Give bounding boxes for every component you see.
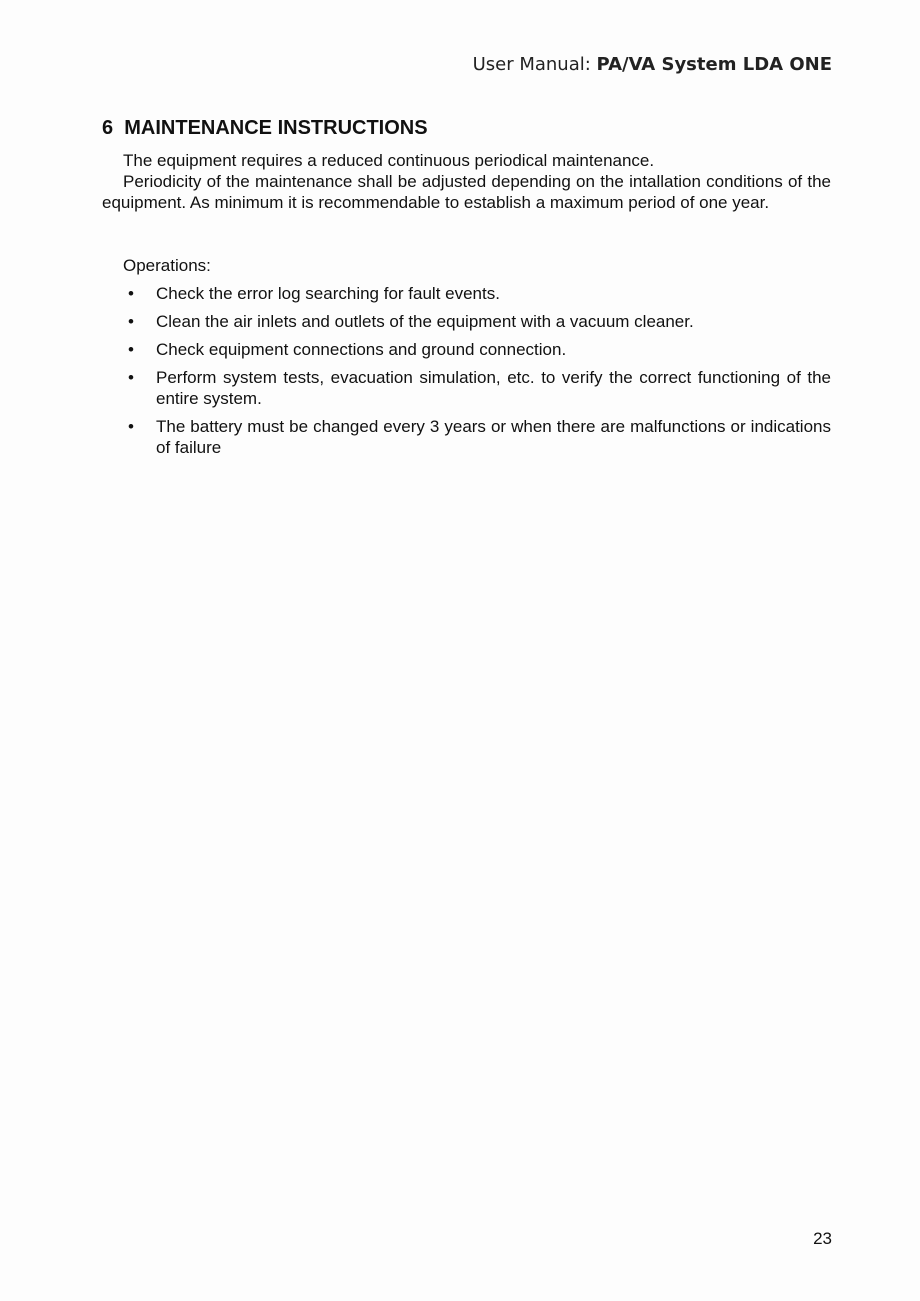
paragraph: The equipment requires a reduced continuous periodical maintenance. <box>123 151 655 170</box>
list-item <box>102 367 831 409</box>
paragraph: Periodicity of the maintenance shall be adjusted depending on the intallation conditions of the equipment. As minimum it is recommendable to establish a maximum period of one year. <box>102 172 831 212</box>
header-prefix: User Manual: <box>472 54 597 75</box>
operations-label: Operations: <box>123 256 211 275</box>
list-item <box>102 283 831 304</box>
bullet: • <box>128 284 134 303</box>
page-number: 23 <box>813 1229 832 1248</box>
list-item-text: Check the error log searching for fault events. <box>156 284 500 303</box>
bullet: • <box>128 340 134 359</box>
list-item-text: Perform system tests, evacuation simulation, etc. to verify the correct functioning of the entire system. <box>156 368 831 408</box>
section-number: 6 <box>102 117 114 139</box>
list-item-text: Clean the air inlets and outlets of the equipment with a vacuum cleaner. <box>156 312 694 331</box>
running-header <box>473 54 832 75</box>
bullet: • <box>128 417 134 436</box>
bullet: • <box>128 312 134 331</box>
section-body <box>102 150 831 465</box>
operations-list <box>102 283 831 458</box>
list-item <box>102 416 831 458</box>
list-item <box>102 311 831 332</box>
header-title: PA/VA System LDA ONE <box>596 54 832 75</box>
list-item-text: Check equipment connections and ground connection. <box>156 340 567 359</box>
list-item-text: The battery must be changed every 3 years or when there are malfunctions or indications of failure <box>156 417 831 457</box>
section-title: MAINTENANCE INSTRUCTIONS <box>124 117 428 139</box>
bullet: • <box>128 368 134 387</box>
section-heading <box>102 117 428 140</box>
list-item <box>102 339 831 360</box>
